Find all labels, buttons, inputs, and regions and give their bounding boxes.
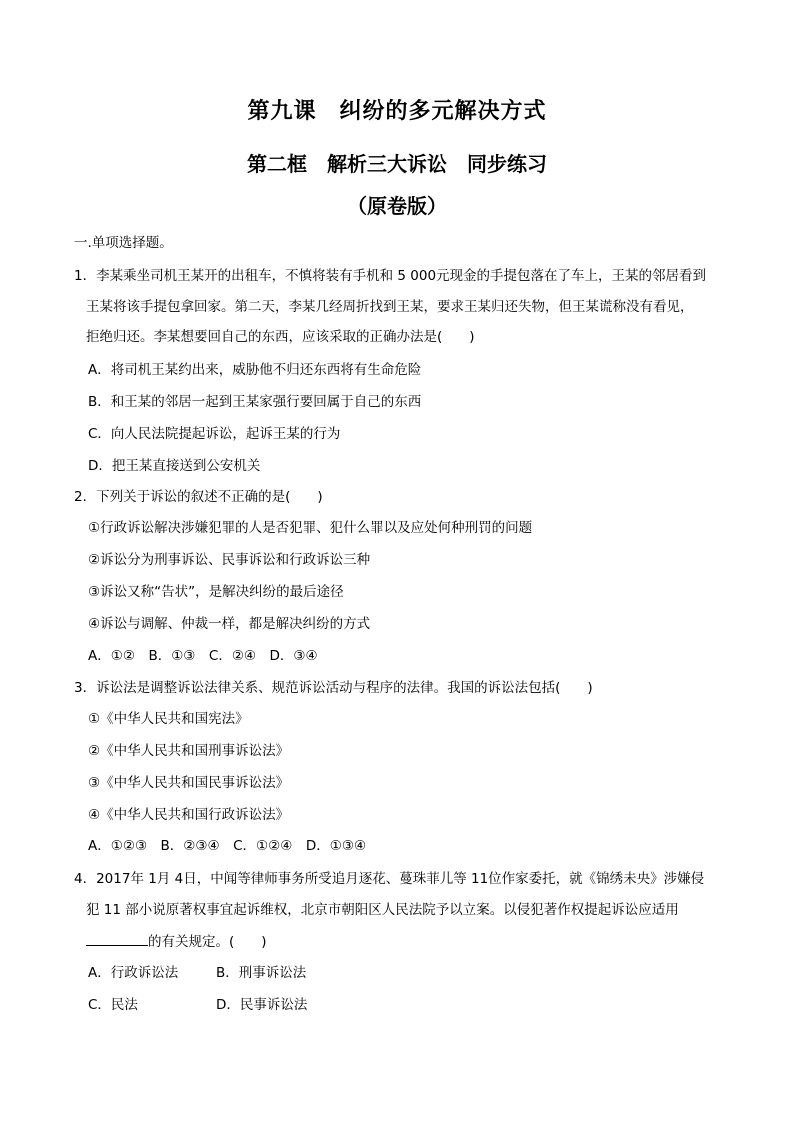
question-4-option-c: C．民法 <box>88 997 138 1013</box>
version-label: （原卷版） <box>347 194 447 218</box>
question-4-options-row-1 <box>88 963 306 983</box>
question-1-option-b: B．和王某的邻居一起到王某家强行要回属于自己的东西 <box>88 394 422 410</box>
section-title: 第二框 解析三大诉讼 同步练习 <box>247 152 547 176</box>
section-heading: 一.单项选择题。 <box>74 235 173 251</box>
question-1-option-a: A．将司机王某约出来，威胁他不归还东西将有生命危险 <box>88 362 422 378</box>
question-2-item-4: ④诉讼与调解、仲裁一样，都是解决纠纷的方式 <box>88 616 371 632</box>
question-4-line-2: 犯 11 部小说原著权事宜起诉维权，北京市朝阳区人民法院予以立案。以侵犯著作权提起诉讼应适用 <box>86 902 679 918</box>
question-4-option-d: D．民事诉讼法 <box>216 997 308 1013</box>
question-3-item-1: ①《中华人民共和国宪法》 <box>88 711 249 727</box>
question-2-line-1: 2．下列关于诉讼的叙述不正确的是( ) <box>74 489 323 505</box>
question-3-item-3: ③《中华人民共和国民事诉讼法》 <box>88 775 290 791</box>
question-4-options-row-2 <box>88 995 307 1015</box>
question-1-option-c: C．向人民法院提起诉讼，起诉王某的行为 <box>88 426 341 442</box>
question-1-line-2: 王某将该手提包拿回家。第二天，李某几经周折找到王某，要求王某归还失物，但王某谎称没有看见， <box>86 299 694 315</box>
question-3-line-1: 3．诉讼法是调整诉讼法律关系、规范诉讼活动与程序的法律。我国的诉讼法包括( ) <box>74 680 593 696</box>
question-1-line-1: 1．李某乘坐司机王某开的出租车，不慎将装有手机和 5 000元现金的手提包落在了车上，王某的邻居看到 <box>74 268 707 284</box>
question-2-item-2: ②诉讼分为刑事诉讼、民事诉讼和行政诉讼三种 <box>88 552 371 568</box>
question-3-options: A．①②③ B．②③④ C．①②④ D．①③④ <box>88 838 367 854</box>
question-4-line-3-text: 的有关规定。( ) <box>148 934 267 950</box>
question-4-line-3 <box>86 931 267 952</box>
question-4-option-b: B．刑事诉讼法 <box>216 965 307 981</box>
question-3-item-4: ④《中华人民共和国行政诉讼法》 <box>88 807 290 823</box>
question-4-line-1: 4．2017年 1月 4日，中闻等律师事务所受追月逐花、蔓珠菲儿等 11位作家委托，就《锦绣未央》涉嫌侵 <box>74 871 705 887</box>
question-4-option-a: A．行政诉讼法 <box>88 965 179 981</box>
question-1-line-3: 拒绝归还。李某想要回自己的东西，应该采取的正确办法是( ) <box>86 329 475 345</box>
question-2-item-3: ③诉讼又称“告状”，是解决纠纷的最后途径 <box>88 584 344 600</box>
question-2-options: A．①② B．①③ C．②④ D．③④ <box>88 648 318 664</box>
question-2-item-1: ①行政诉讼解决涉嫌犯罪的人是否犯罪、犯什么罪以及应处何种刑罚的问题 <box>88 520 533 536</box>
lesson-title: 第九课 纠纷的多元解决方式 <box>247 98 547 124</box>
question-1-option-d: D．把王某直接送到公安机关 <box>88 458 261 474</box>
answer-blank <box>86 931 148 946</box>
question-3-item-2: ②《中华人民共和国刑事诉讼法》 <box>88 743 290 759</box>
